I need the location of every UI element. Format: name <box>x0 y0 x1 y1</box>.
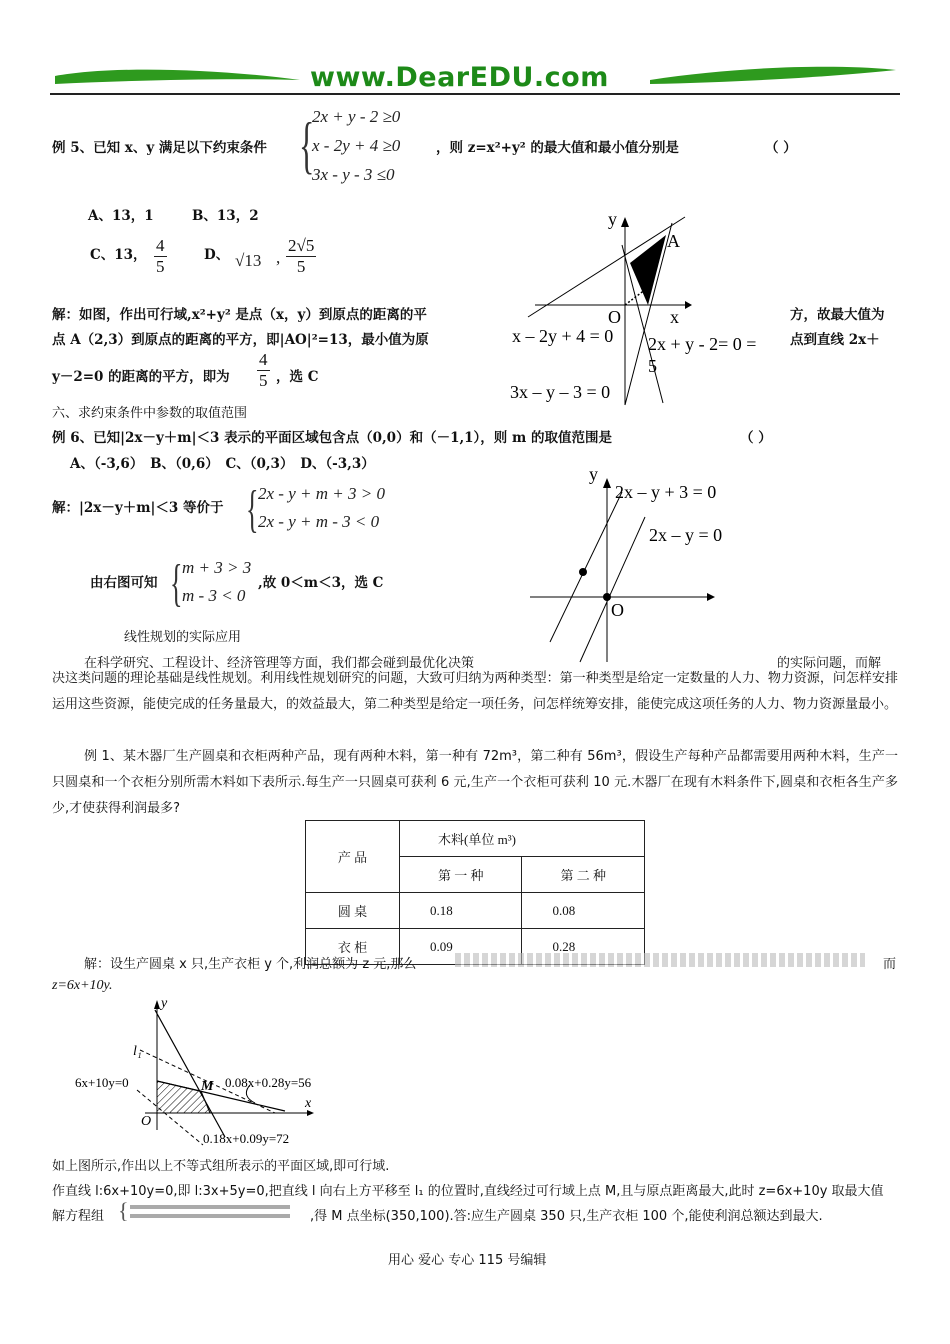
ex5-option-c-frac <box>154 236 167 277</box>
line-x-2y-4 <box>528 217 685 317</box>
point-origin <box>603 593 611 601</box>
table-cell-v1: 0.18 <box>400 893 522 929</box>
feasible-region <box>630 235 666 305</box>
ex5-paren: （ ） <box>765 140 797 156</box>
axis-y-label: y <box>161 996 168 1011</box>
solution-line-5a: 解方程组 <box>52 1209 105 1224</box>
line-0.18x-0.09y-72 <box>155 1010 225 1137</box>
label-line-1: 2x – y + 3 = 0 <box>615 482 717 502</box>
ex6-options: A、（-3,6） B、（0,6） C、（0,3） D、（-3,3） <box>70 456 375 472</box>
frac-den: 5 <box>259 371 268 390</box>
line-2x-y <box>580 517 645 662</box>
label-line-1: x – 2y + 4 = 0 <box>512 326 614 346</box>
solution-line-2: z=6x+10y. <box>52 978 113 993</box>
ex5-option-b: B、13，2 <box>192 208 259 224</box>
ex5-solution-line-3-end: ，选 C <box>276 369 319 385</box>
frac-den: 5 <box>296 257 306 276</box>
ex5-cond-2: x - 2y + 4 ≥0 <box>312 136 401 155</box>
table-header-col2: 第 二 种 <box>522 857 645 893</box>
label-line-2: 2x – y = 0 <box>649 525 723 545</box>
solution-line-3: 如上图所示,作出以上不等式组所表示的平面区域,即可行域. <box>52 1159 390 1174</box>
ex5-solution-line-2: 点 A（2,3）到原点的距离的平方，即|AO|²=13，最小值为原 <box>52 332 429 348</box>
ex6-solution: 解：|2x－y＋m|＜3 等价于 <box>52 500 224 516</box>
ex5-label: 例 5、已知 x、y 满足以下约束条件 <box>52 140 267 156</box>
frac-num: 4 <box>259 350 268 369</box>
frac-num: 2√5 <box>288 236 315 255</box>
ex6-cond2-2: m - 3 < 0 <box>182 586 246 605</box>
ex6-label: 例 6、已知|2x－y＋m|＜3 表示的平面区域包含点（0,0）和（－1,1），则 m 的取值范围是 <box>52 430 612 446</box>
table-header-product: 产 品 <box>306 821 400 893</box>
ex5-solution-frac <box>257 350 270 391</box>
lp-example-1: 例 1、某木器厂生产圆桌和衣柜两种产品，现有两种木料，第一种有 72m³，第二种有 56m³，假设生产每种产品都需要用两种木料，生产一只圆桌和一个衣柜分别所需木料如下表所示.每生产一只圆桌可获利 6 元,生产一个衣柜可获利 10 元.木器厂在现有木料条件下,圆桌和衣柜各生产多少,才使获得利润最多? <box>52 749 898 816</box>
axis-x-label: x <box>670 307 679 327</box>
ex5-brace: { <box>299 109 315 180</box>
axis-y-label: y <box>608 209 617 229</box>
y-axis-arrow <box>154 1000 160 1009</box>
x-axis-arrow <box>685 301 692 309</box>
ex5-question: ，则 z=x²+y² 的最大值和最小值分别是 <box>436 140 679 156</box>
section-6-title: 六、求约束条件中参数的取值范围 <box>52 406 248 421</box>
axis-y-label: y <box>589 464 598 484</box>
ex5-option-d-comma: , <box>276 248 281 267</box>
solution-line-1: 解：设生产圆桌 x 只,生产衣柜 y 个,利润总额为 z 元,那么 <box>84 957 417 972</box>
svg-text:{: { <box>118 1202 129 1222</box>
label-6x-10y: 6x+10y=0 <box>75 1075 129 1090</box>
table-header-wood: 木料(单位 m³) <box>400 821 645 857</box>
solution-line-1-end: 而 <box>883 957 897 972</box>
table-row <box>306 893 645 929</box>
label-0.08x-0.28y: 0.08x+0.28y=56 <box>225 1075 312 1090</box>
origin-label: O <box>141 1114 152 1129</box>
ex5-option-c: C、13， <box>90 247 147 263</box>
label-line-2a: 2x + y - 2= 0 = <box>648 334 757 354</box>
ex5-option-d-v1: √13 <box>235 251 262 270</box>
solution-line-4: 作直线 l:6x+10y=0,即 l:3x+5y=0,把直线 l 向右上方平移至 l₁ 的位置时,直线经过可行域上点 M,且与原点距离最大,此时 z=6x+10y 取最大值 <box>52 1184 884 1199</box>
point-a-label: A <box>667 231 680 251</box>
y-axis-arrow <box>603 478 611 488</box>
table-row <box>306 821 645 857</box>
point-m-label: M <box>201 1079 214 1094</box>
point-neg1-1 <box>579 568 587 576</box>
solution-line-5b: ,得 M 点坐标(350,100).答:应生产圆桌 350 只,生产衣柜 100 个,能使利润总额达到最大. <box>310 1209 823 1224</box>
lp-para-1c: 决这类问题的理论基础是线性规划。利用线性规划研究的问题，大致可归纳为两种类型：第一种类型是给定一定数量的人力、物力资源，问怎样安排运用这些资源，能使完成的任务量最大，的效益最大，第二种类型是给定一项任务，问怎样统筹安排，能使完成这项任务的人力、物力资源量最小。 <box>52 671 898 712</box>
ex5-solution-line-3: y－2=0 的距离的平方，即为 <box>52 369 230 385</box>
graph-1 <box>500 205 790 410</box>
site-logo: www.DearEDU.com <box>310 62 609 93</box>
garbled-formula-image <box>455 953 865 967</box>
ex6-cond-1: 2x - y + m + 3 > 0 <box>258 484 385 503</box>
garbled-system-image <box>118 1202 304 1222</box>
graph-3 <box>75 995 355 1150</box>
ex5-option-a: A、13，1 <box>88 208 154 224</box>
lp-para-1b: 的实际问题，而解 <box>777 656 882 671</box>
origin-label: O <box>608 307 621 327</box>
ex5-option-d: D、 <box>204 247 230 263</box>
frac-den: 5 <box>156 257 165 276</box>
label-0.18x-0.09y: 0.18x+0.09y=72 <box>203 1131 290 1146</box>
label-l1: l₁ <box>133 1044 142 1059</box>
ex6-brace-2: { <box>170 555 183 612</box>
table-cell-name: 圆 桌 <box>306 893 400 929</box>
ex5-solution-line-1: 解：如图，作出可行域,x²+y² 是点（x，y）到原点的距离的平 <box>52 307 427 323</box>
graph-2 <box>525 462 725 667</box>
ex5-solution-line-2-right: 点到直线 2x＋ <box>790 332 880 348</box>
ex6-solution-2: 由右图可知 <box>90 575 158 591</box>
ex6-solution-2-end: ,故 0＜m＜3，选 C <box>258 575 384 591</box>
table-header-col1: 第 一 种 <box>400 857 522 893</box>
x-axis-arrow <box>707 593 715 601</box>
axis-x-label: x <box>305 1096 312 1111</box>
ex6-paren: （ ） <box>740 430 772 446</box>
origin-label: O <box>611 600 624 620</box>
ex6-cond-2: 2x - y + m - 3 < 0 <box>258 512 380 531</box>
table-cell-v1: 0.09 <box>400 929 522 965</box>
ex5-option-d-frac <box>286 236 316 277</box>
wood-table <box>305 820 645 965</box>
frac-num: 4 <box>156 236 165 255</box>
ex5-solution-line-1-right: 方，故最大值为 <box>790 307 885 323</box>
label-line-2b: 5 <box>648 356 657 376</box>
footer: 用心 爱心 专心 115 号编辑 <box>388 1253 547 1268</box>
table-cell-v2: 0.08 <box>522 893 645 929</box>
y-axis-arrow <box>621 217 629 227</box>
label-line-3: 3x – y – 3 = 0 <box>510 382 611 402</box>
lp-para-1a: 在科学研究、工程设计、经济管理等方面，我们都会碰到最优化决策 <box>84 656 475 671</box>
table-cell-v2: 0.28 <box>522 929 645 965</box>
ex5-cond-3: 3x - y - 3 ≤0 <box>312 165 395 184</box>
ex5-cond-1: 2x + y - 2 ≥0 <box>312 107 401 126</box>
table-cell-name: 衣 柜 <box>306 929 400 965</box>
garbled-system-svg <box>118 1202 304 1222</box>
ex6-cond2-1: m + 3 > 3 <box>182 558 252 577</box>
ex6-brace: { <box>246 481 259 538</box>
lp-title: 线性规划的实际应用 <box>124 630 242 645</box>
